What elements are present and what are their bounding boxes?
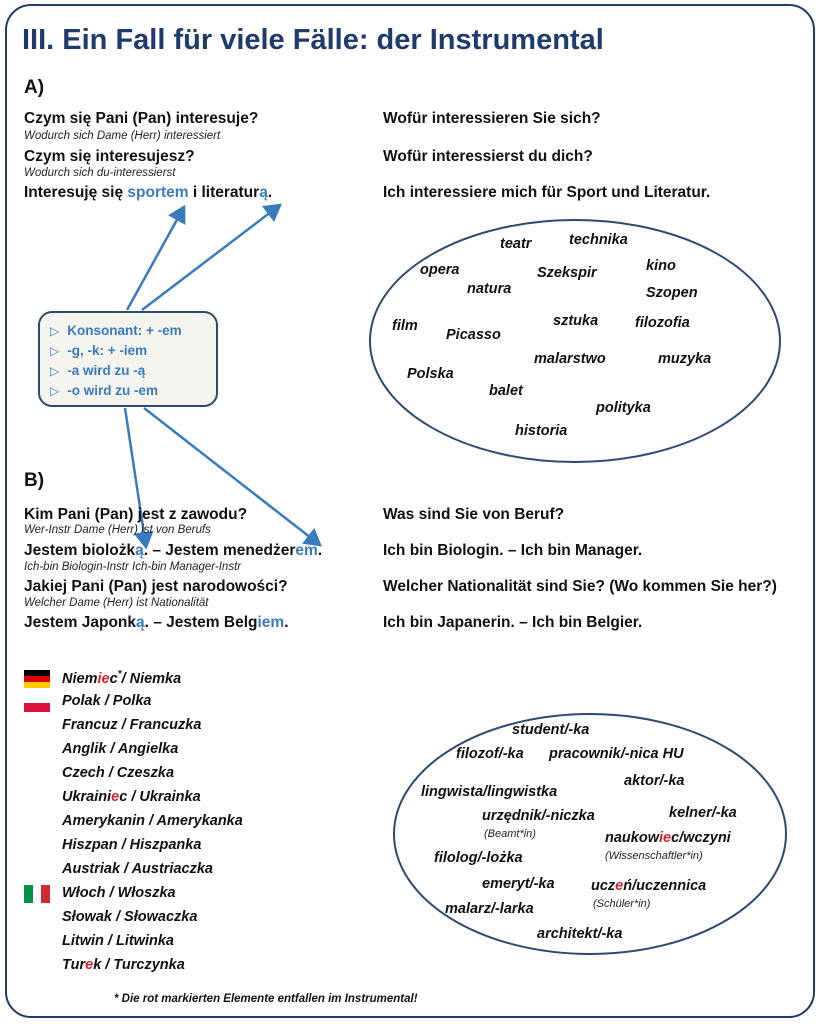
interest-word: teatr — [500, 236, 532, 252]
profession-item: kelner/-ka — [669, 805, 737, 821]
interest-word: muzyka — [658, 351, 712, 367]
interest-word: polityka — [596, 400, 651, 416]
nationality-item: Turek / Turczynka — [62, 957, 185, 973]
section-a-label: A) — [24, 77, 45, 98]
question-profession-gloss: Wer-Instr Dame (Herr) ist von Berufs — [24, 524, 211, 536]
arrow-to-literatura — [142, 205, 280, 310]
profession-item: filolog/-lożka — [434, 850, 523, 866]
profession-item: lingwista/lingwistka — [421, 784, 558, 800]
profession-item: pracownik/-nica HU — [549, 746, 684, 762]
footnote: * Die rot markierten Elemente entfallen im Instrumental! — [114, 993, 418, 1005]
germany-flag-icon — [24, 670, 50, 688]
interests-ellipse — [370, 220, 780, 462]
nationality-item: Litwin / Litwinka — [62, 933, 174, 949]
interest-word: kino — [646, 258, 676, 274]
interest-word: historia — [515, 423, 568, 439]
question-1-gloss: Wodurch sich Dame (Herr) interessiert — [24, 130, 221, 142]
interest-word: film — [392, 318, 418, 334]
question-nationality-gloss: Welcher Dame (Herr) ist Nationalität — [24, 597, 209, 609]
page-title: III. Ein Fall für viele Fälle: der Instrumental — [22, 24, 604, 56]
nationality-item: Austriak / Austriaczka — [62, 861, 213, 877]
question-2-german: Wofür interessierst du dich? — [383, 148, 593, 165]
nationality-item: Włoch / Włoszka — [62, 885, 176, 901]
interest-word: technika — [569, 232, 628, 248]
question-nationality-german: Welcher Nationalität sind Sie? (Wo kommen Sie her?) — [383, 578, 777, 595]
interest-word: Picasso — [446, 327, 501, 343]
answer-profession-german: Ich bin Biologin. – Ich bin Manager. — [383, 542, 643, 559]
profession-note: (Schüler*in) — [593, 898, 651, 910]
answer-profession-gloss: Ich-bin Biologin-Instr Ich-bin Manager-Instr — [24, 561, 242, 573]
interest-word: natura — [467, 281, 512, 297]
interest-word: filozofia — [635, 315, 690, 331]
section-b-label: B) — [24, 470, 45, 491]
interest-word: sztuka — [553, 313, 599, 329]
interest-word: Szekspir — [537, 265, 597, 281]
interest-word: opera — [420, 262, 460, 278]
poland-flag-icon — [24, 694, 50, 712]
answer-a-german: Ich interessiere mich für Sport und Literatur. — [383, 184, 711, 201]
profession-item: urzędnik/-niczka — [482, 808, 595, 824]
answer-nationality-polish: Jestem Japonką. – Jestem Belgiem. — [24, 614, 289, 631]
arrow-to-sportem — [127, 207, 184, 310]
rule-item: ▷ -g, -k: + -iem — [50, 343, 148, 358]
answer-profession-polish: Jestem biolożką. – Jestem menedżerem. — [24, 542, 323, 559]
rule-item: ▷ Konsonant: + -em — [50, 323, 182, 338]
triangle-right-icon: ▷ — [50, 364, 60, 378]
triangle-right-icon: ▷ — [50, 324, 60, 338]
question-1-polish: Czym się Pani (Pan) interesuje? — [24, 110, 259, 127]
nationality-item: Czech / Czeszka — [62, 765, 175, 781]
nationality-item: Słowak / Słowaczka — [62, 909, 198, 925]
question-2-polish: Czym się interesujesz? — [24, 148, 195, 165]
profession-note: (Wissenschaftler*in) — [605, 850, 703, 862]
question-profession-german: Was sind Sie von Beruf? — [383, 506, 565, 523]
interest-word: balet — [489, 383, 523, 399]
profession-item: malarz/-larka — [445, 901, 534, 917]
profession-item: emeryt/-ka — [482, 876, 555, 892]
profession-item: student/-ka — [512, 722, 590, 738]
question-profession-polish: Kim Pani (Pan) jest z zawodu? — [24, 506, 248, 523]
answer-nationality-german: Ich bin Japanerin. – Ich bin Belgier. — [383, 614, 643, 631]
nationality-item: Anglik / Angielka — [62, 741, 179, 757]
interest-word: Szopen — [646, 285, 698, 301]
profession-item: naukowiec/wczyni — [605, 830, 731, 846]
rule-item: ▷ -o wird zu -em — [50, 383, 158, 398]
profession-item: architekt/-ka — [537, 926, 623, 942]
profession-item: filozof/-ka — [456, 746, 524, 762]
profession-item: uczeń/uczennica — [591, 878, 707, 894]
nationality-item: Hiszpan / Hiszpanka — [62, 837, 202, 853]
nationality-item: Francuz / Francuzka — [62, 717, 202, 733]
nationality-item: Ukrainiec / Ukrainka — [62, 789, 201, 805]
question-2-gloss: Wodurch sich du-interessierst — [24, 167, 176, 179]
interest-word: malarstwo — [534, 351, 606, 367]
question-nationality-polish: Jakiej Pani (Pan) jest narodowości? — [24, 578, 288, 595]
profession-note: (Beamt*in) — [484, 828, 536, 840]
triangle-right-icon: ▷ — [50, 344, 60, 358]
triangle-right-icon: ▷ — [50, 384, 60, 398]
answer-a-polish: Interesuję się sportem i literaturą. — [24, 184, 273, 201]
nationality-item: Niemiec*/ Niemka — [62, 669, 182, 687]
rule-item: ▷ -a wird zu -ą — [50, 363, 146, 378]
question-1-german: Wofür interessieren Sie sich? — [383, 110, 601, 127]
nationality-item: Amerykanin / Amerykanka — [62, 813, 243, 829]
italy-flag-icon — [24, 885, 50, 903]
nationality-item: Polak / Polka — [62, 693, 152, 709]
interest-word: Polska — [407, 366, 454, 382]
profession-item: aktor/-ka — [624, 773, 685, 789]
